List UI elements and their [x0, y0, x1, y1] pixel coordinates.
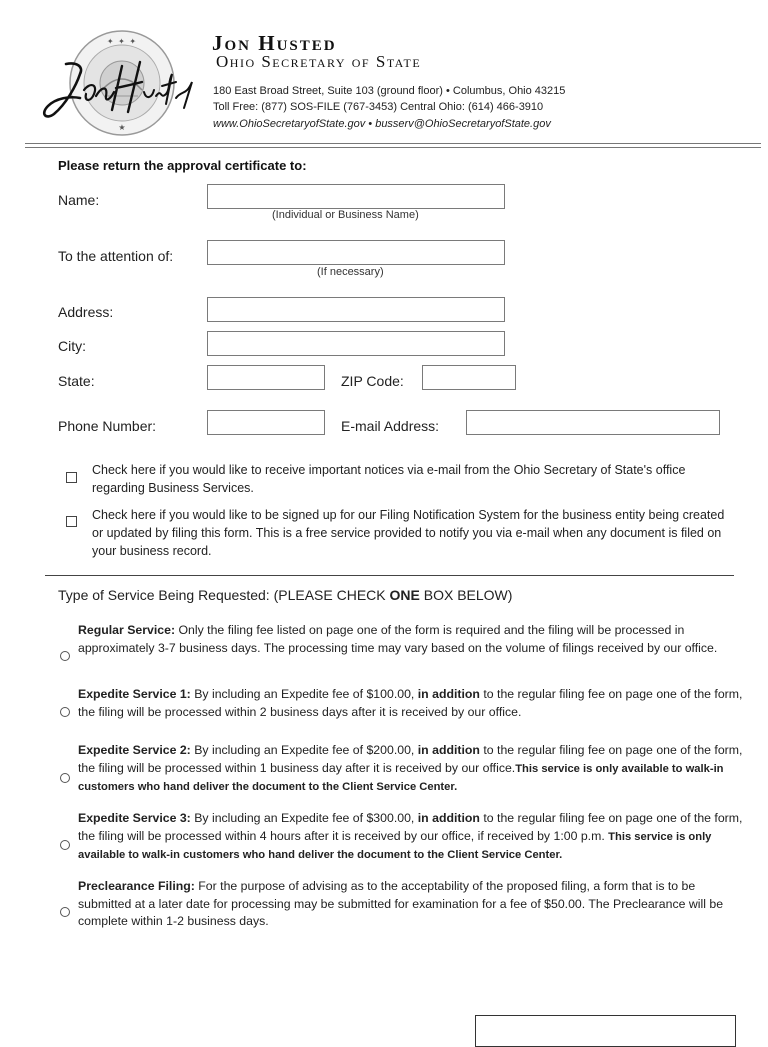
expedite-service-1-radio[interactable] [60, 707, 70, 717]
header-divider [25, 143, 761, 144]
expedite-service-3-in-addition: in addition [417, 811, 480, 825]
return-certificate-heading: Please return the approval certificate to: [58, 158, 307, 173]
name-label: Name: [58, 192, 100, 208]
zip-field[interactable] [422, 365, 516, 390]
office-web-email: www.OhioSecretaryofState.gov • busserv@OhioSecretaryofState.gov [213, 118, 551, 130]
regular-service-title: Regular Service: [78, 623, 176, 637]
city-label: City: [58, 338, 86, 354]
bottom-form-box [475, 1015, 736, 1047]
state-label: State: [58, 373, 95, 389]
preclearance-filing-radio[interactable] [60, 907, 70, 917]
attention-field[interactable] [207, 240, 505, 265]
expedite-service-1-text-b: to the regular filing fee on page one of the form, the filing will be processed within 2 business days after it is received by our office. [78, 687, 743, 719]
service-heading-emphasis: ONE [389, 587, 420, 603]
section-divider [45, 575, 734, 576]
attention-hint: (If necessary) [317, 266, 384, 278]
preclearance-filing-title: Preclearance Filing: [78, 879, 195, 893]
expedite-service-3-option [78, 810, 746, 865]
email-label: E-mail Address: [341, 418, 440, 434]
expedite-service-3-text-b: to the regular filing fee on page one of the form, the filing will be processed within 4 hours after it is received by our office, if received by 1:00 p.m. [78, 811, 743, 843]
office-phone: Toll Free: (877) SOS-FILE (767-3453) Central Ohio: (614) 466-3910 [213, 101, 544, 113]
expedite-service-2-option [78, 742, 746, 797]
address-field[interactable] [207, 297, 505, 322]
expedite-service-2-in-addition: in addition [417, 743, 480, 757]
expedite-service-3-radio[interactable] [60, 840, 70, 850]
office-title: Ohio Secretary of State [216, 52, 422, 71]
expedite-service-1-text-a: By including an Expedite fee of $100.00, [190, 687, 418, 701]
expedite-service-3-walk-in-note: This service is only available to walk-in customers who hand deliver the document to the Client Service Center. [78, 830, 712, 861]
expedite-service-3-text-a: By including an Expedite fee of $300.00, [190, 811, 418, 825]
regular-service-option [78, 622, 746, 657]
address-label: Address: [58, 304, 114, 320]
service-heading-text-end: BOX BELOW) [419, 587, 513, 603]
name-hint: (Individual or Business Name) [272, 209, 419, 221]
name-field[interactable] [207, 184, 505, 209]
email-notices-text: Check here if you would like to receive important notices via e-mail from the Ohio Secretary of State's office regarding Business Services. [92, 463, 686, 495]
expedite-service-1-title: Expedite Service 1: [78, 687, 191, 701]
filing-notification-checkbox[interactable] [66, 516, 77, 527]
expedite-service-1-in-addition: in addition [417, 687, 480, 701]
expedite-service-2-title: Expedite Service 2: [78, 743, 191, 757]
city-field[interactable] [207, 331, 505, 356]
email-field[interactable] [466, 410, 720, 435]
preclearance-filing-option [78, 878, 746, 931]
attention-label: To the attention of: [58, 248, 174, 264]
official-name: Jon Husted [212, 31, 337, 55]
expedite-service-1-option [78, 686, 746, 721]
expedite-service-2-text-b: to the regular filing fee on page one of the form, the filing will be processed within 1 business day after it is received by our office. [78, 743, 743, 775]
expedite-service-3-title: Expedite Service 3: [78, 811, 191, 825]
filing-notification-text: Check here if you would like to be signed up for our Filing Notification System for the business entity being created or updated by filing this form. This is a free service provided to notify you via e-mail when any document is filed on your business record. [92, 508, 725, 558]
signature [36, 52, 196, 132]
phone-field[interactable] [207, 410, 325, 435]
service-heading-text: Type of Service Being Requested: (PLEASE CHECK [58, 587, 390, 603]
zip-label: ZIP Code: [341, 373, 404, 389]
header-divider [25, 147, 761, 148]
state-field[interactable] [207, 365, 325, 390]
regular-service-radio[interactable] [60, 651, 70, 661]
expedite-service-2-text-a: By including an Expedite fee of $200.00, [190, 743, 418, 757]
phone-label: Phone Number: [58, 418, 157, 434]
office-address: 180 East Broad Street, Suite 103 (ground floor) • Columbus, Ohio 43215 [213, 85, 566, 97]
expedite-service-2-radio[interactable] [60, 773, 70, 783]
preclearance-filing-text: For the purpose of advising as to the acceptability of the proposed filing, a form that is to be submitted at a later date for processing may be submitted for examination for a fee of $50.00. The Preclearance will be complete within 1-2 business days. [78, 879, 724, 928]
regular-service-text: Only the filing fee listed on page one of the form is required and the filing will be processed in approximately 3-7 business days. The processing time may vary based on the volume of filings received by our office. [78, 623, 718, 655]
service-type-heading [58, 587, 512, 603]
expedite-service-2-walk-in-note: This service is only available to walk-in customers who hand deliver the document to the Client Service Center. [78, 762, 724, 793]
svg-text:✦ ✦ ✦: ✦ ✦ ✦ [106, 37, 138, 46]
svg-text:★: ★ [118, 123, 126, 132]
email-notices-checkbox[interactable] [66, 472, 77, 483]
